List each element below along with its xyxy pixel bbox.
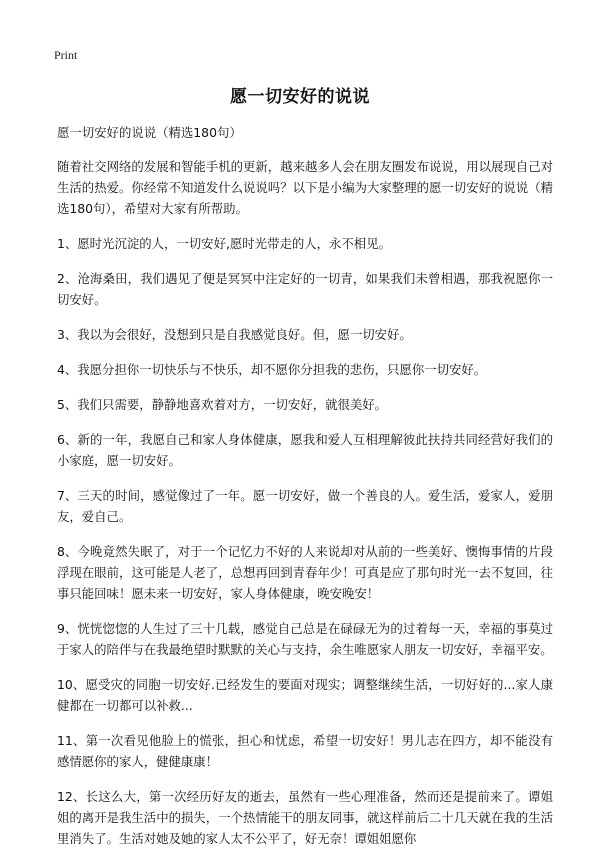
- list-item: 3、我以为会很好，没想到只是自我感觉良好。但，愿一切安好。: [57, 327, 412, 342]
- list-item: 2、沧海桑田，我们遇见了便是冥冥中注定好的一切青，如果我们未曾相遇，那我祝愿你一切安好。: [57, 271, 553, 307]
- list-item: 7、三天的时间，感觉像过了一年。愿一切安好，做一个善良的人。爱生活，爱家人，爱朋友，爱自己。: [57, 488, 553, 524]
- list-item: 11、第一次看见他脸上的慌张，担心和忧虑，希望一切安好！男儿志在四方，却不能没有感情愿你的家人，健健康康！: [57, 733, 553, 769]
- list-item: 6、新的一年，我愿自己和家人身体健康，愿我和爱人互相理解彼此扶持共同经营好我们的小家庭，愿一切安好。: [57, 432, 553, 468]
- article-intro: 随着社交网络的发展和智能手机的更新，越来越多人会在朋友圈发布说说，用以展现自己对生活的热爱。你经常不知道发什么说说吗？以下是小编为大家整理的愿一切安好的说说（精选180句），希望对大家有所帮助。: [57, 159, 553, 216]
- print-link[interactable]: Print: [54, 48, 78, 62]
- list-item: 10、愿受灾的同胞一切安好.已经发生的要面对现实；调整继续生活，一切好好的...家人康健都在一切都可以补救...: [57, 677, 553, 713]
- list-item: 8、今晚竟然失眠了，对于一个记忆力不好的人来说却对从前的一些美好、懊悔事情的片段浮现在眼前，这可能是人老了，总想再回到青春年少！可真是应了那句时光一去不复回，往事只能回味！愿未来一切安好，家人身体健康，晚安晚安！: [57, 544, 553, 601]
- list-item: 5、我们只需要，静静地喜欢着对方，一切安好，就很美好。: [57, 397, 388, 412]
- article-body: [57, 122, 553, 863]
- list-item: 12、长这么大，第一次经历好友的逝去，虽然有一些心理准备，然而还是提前来了。谭姐姐的离开是我生活中的损失，一个热情能干的朋友同事，就这样前后二十几天就在我的生活里消失了。生活对她及她的家人太不公平了，好无奈！谭姐姐愿你: [57, 789, 553, 846]
- page-title: 愿一切安好的说说: [230, 87, 370, 107]
- list-item: 9、恍恍惚惚的人生过了三十几载，感觉自己总是在碌碌无为的过着每一天，幸福的事莫过于家人的陪伴与在我最绝望时默默的关心与支持，余生唯愿家人朋友一切安好，幸福平安。: [57, 621, 553, 657]
- list-item: 1、愿时光沉淀的人，一切安好,愿时光带走的人，永不相见。: [57, 236, 391, 251]
- list-item: 4、我愿分担你一切快乐与不快乐，却不愿你分担我的悲伤，只愿你一切安好。: [57, 362, 487, 377]
- article-subtitle: 愿一切安好的说说（精选180句）: [57, 125, 242, 140]
